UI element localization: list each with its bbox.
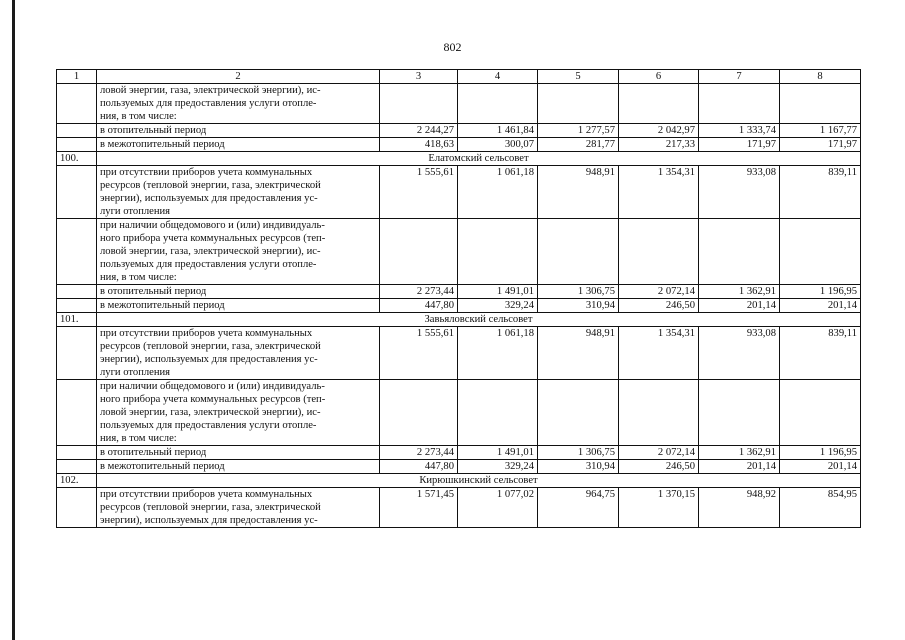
value-cell: 2 273,44 [380, 446, 458, 460]
table-row [57, 446, 861, 460]
value-cell: 329,24 [458, 299, 538, 313]
value-cell: 964,75 [538, 488, 619, 528]
value-cell: 2 072,14 [619, 446, 699, 460]
value-cell: 1 061,18 [458, 327, 538, 380]
column-header: 4 [458, 70, 538, 84]
value-cell: 948,91 [538, 327, 619, 380]
column-header: 5 [538, 70, 619, 84]
value-cell: 300,07 [458, 138, 538, 152]
section-row [57, 313, 861, 327]
section-number: 102. [57, 474, 97, 488]
row-description: в отопительный период [97, 285, 380, 299]
table-row [57, 124, 861, 138]
value-cell: 201,14 [780, 299, 861, 313]
value-cell: 948,91 [538, 166, 619, 219]
value-cell: 839,11 [780, 166, 861, 219]
value-cell: 1 333,74 [699, 124, 780, 138]
value-cell: 1 555,61 [380, 166, 458, 219]
value-cell: 839,11 [780, 327, 861, 380]
value-cell [699, 219, 780, 285]
value-cell: 281,77 [538, 138, 619, 152]
value-cell [699, 380, 780, 446]
value-cell: 201,14 [780, 460, 861, 474]
value-cell [380, 219, 458, 285]
row-description: при отсутствии приборов учета коммунальных ресурсов (тепловой энергии, газа, электрической энергии), используемых для предоставления ус- луги отопления [97, 327, 380, 380]
column-header: 6 [619, 70, 699, 84]
row-number-cell [57, 138, 97, 152]
value-cell: 418,63 [380, 138, 458, 152]
table-row [57, 285, 861, 299]
value-cell: 2 244,27 [380, 124, 458, 138]
value-cell [458, 380, 538, 446]
value-cell: 1 061,18 [458, 166, 538, 219]
table-row [57, 488, 861, 528]
section-number: 101. [57, 313, 97, 327]
page-edge-bar [12, 0, 15, 640]
value-cell: 1 491,01 [458, 446, 538, 460]
value-cell: 2 072,14 [619, 285, 699, 299]
value-cell: 1 362,91 [699, 446, 780, 460]
column-header: 3 [380, 70, 458, 84]
table-row [57, 219, 861, 285]
row-description: при наличии общедомового и (или) индивидуаль- ного прибора учета коммунальных ресурсов (теп- ловой энергии, газа, электрической энергии), ис- пользуемых для предоставления услуги отопле- ния, в том числе: [97, 380, 380, 446]
page-number: 802 [443, 40, 462, 54]
value-cell: 1 354,31 [619, 327, 699, 380]
table-row [57, 138, 861, 152]
value-cell: 933,08 [699, 166, 780, 219]
value-cell [458, 219, 538, 285]
row-number-cell [57, 219, 97, 285]
row-number-cell [57, 285, 97, 299]
value-cell: 310,94 [538, 460, 619, 474]
value-cell: 2 273,44 [380, 285, 458, 299]
value-cell [380, 84, 458, 124]
value-cell: 447,80 [380, 460, 458, 474]
table-body [57, 84, 861, 528]
row-number-cell [57, 166, 97, 219]
value-cell: 201,14 [699, 460, 780, 474]
row-number-cell [57, 299, 97, 313]
value-cell: 1 306,75 [538, 285, 619, 299]
table-row [57, 299, 861, 313]
value-cell: 2 042,97 [619, 124, 699, 138]
column-header: 1 [57, 70, 97, 84]
row-number-cell [57, 84, 97, 124]
value-cell [619, 84, 699, 124]
value-cell: 1 306,75 [538, 446, 619, 460]
value-cell: 1 167,77 [780, 124, 861, 138]
value-cell: 1 196,95 [780, 285, 861, 299]
row-description: в межотопительный период [97, 299, 380, 313]
row-description: в межотопительный период [97, 138, 380, 152]
value-cell: 171,97 [699, 138, 780, 152]
row-description: ловой энергии, газа, электрической энергии), ис- пользуемых для предоставления услуги отопле- ния, в том числе: [97, 84, 380, 124]
section-title: Кирюшкинский сельсовет [97, 474, 861, 488]
row-description: при отсутствии приборов учета коммунальных ресурсов (тепловой энергии, газа, электрической энергии), используемых для предоставления ус- [97, 488, 380, 528]
value-cell: 1 354,31 [619, 166, 699, 219]
value-cell [780, 84, 861, 124]
table-header-row [57, 70, 861, 84]
value-cell: 310,94 [538, 299, 619, 313]
value-cell: 1 571,45 [380, 488, 458, 528]
column-header: 2 [97, 70, 380, 84]
value-cell: 1 370,15 [619, 488, 699, 528]
row-number-cell [57, 460, 97, 474]
row-description: при отсутствии приборов учета коммунальных ресурсов (тепловой энергии, газа, электрической энергии), используемых для предоставления ус- луги отопления [97, 166, 380, 219]
section-title: Елатомский сельсовет [97, 152, 861, 166]
row-number-cell [57, 488, 97, 528]
value-cell: 1 277,57 [538, 124, 619, 138]
row-number-cell [57, 380, 97, 446]
value-cell [619, 219, 699, 285]
row-number-cell [57, 327, 97, 380]
row-description: в отопительный период [97, 124, 380, 138]
value-cell: 171,97 [780, 138, 861, 152]
section-row [57, 152, 861, 166]
value-cell: 1 461,84 [458, 124, 538, 138]
value-cell: 854,95 [780, 488, 861, 528]
section-row [57, 474, 861, 488]
row-description: в межотопительный период [97, 460, 380, 474]
row-description: при наличии общедомового и (или) индивидуаль- ного прибора учета коммунальных ресурсов (теп- ловой энергии, газа, электрической энергии), ис- пользуемых для предоставления услуги отопле- ния, в том числе: [97, 219, 380, 285]
value-cell [780, 380, 861, 446]
section-number: 100. [57, 152, 97, 166]
value-cell: 201,14 [699, 299, 780, 313]
value-cell [380, 380, 458, 446]
value-cell [619, 380, 699, 446]
value-cell [538, 84, 619, 124]
table-row [57, 460, 861, 474]
value-cell: 1 077,02 [458, 488, 538, 528]
value-cell: 246,50 [619, 299, 699, 313]
row-number-cell [57, 446, 97, 460]
value-cell [538, 219, 619, 285]
value-cell: 217,33 [619, 138, 699, 152]
tariff-table [56, 69, 861, 528]
value-cell: 1 196,95 [780, 446, 861, 460]
value-cell: 246,50 [619, 460, 699, 474]
section-title: Завьяловский сельсовет [97, 313, 861, 327]
value-cell: 1 362,91 [699, 285, 780, 299]
table-row [57, 327, 861, 380]
value-cell [458, 84, 538, 124]
row-description: в отопительный период [97, 446, 380, 460]
value-cell: 447,80 [380, 299, 458, 313]
table-row [57, 380, 861, 446]
value-cell: 933,08 [699, 327, 780, 380]
column-header: 8 [780, 70, 861, 84]
table-row [57, 84, 861, 124]
value-cell: 1 555,61 [380, 327, 458, 380]
value-cell: 948,92 [699, 488, 780, 528]
value-cell: 329,24 [458, 460, 538, 474]
value-cell [699, 84, 780, 124]
value-cell [780, 219, 861, 285]
value-cell [538, 380, 619, 446]
table-row [57, 166, 861, 219]
row-number-cell [57, 124, 97, 138]
value-cell: 1 491,01 [458, 285, 538, 299]
column-header: 7 [699, 70, 780, 84]
